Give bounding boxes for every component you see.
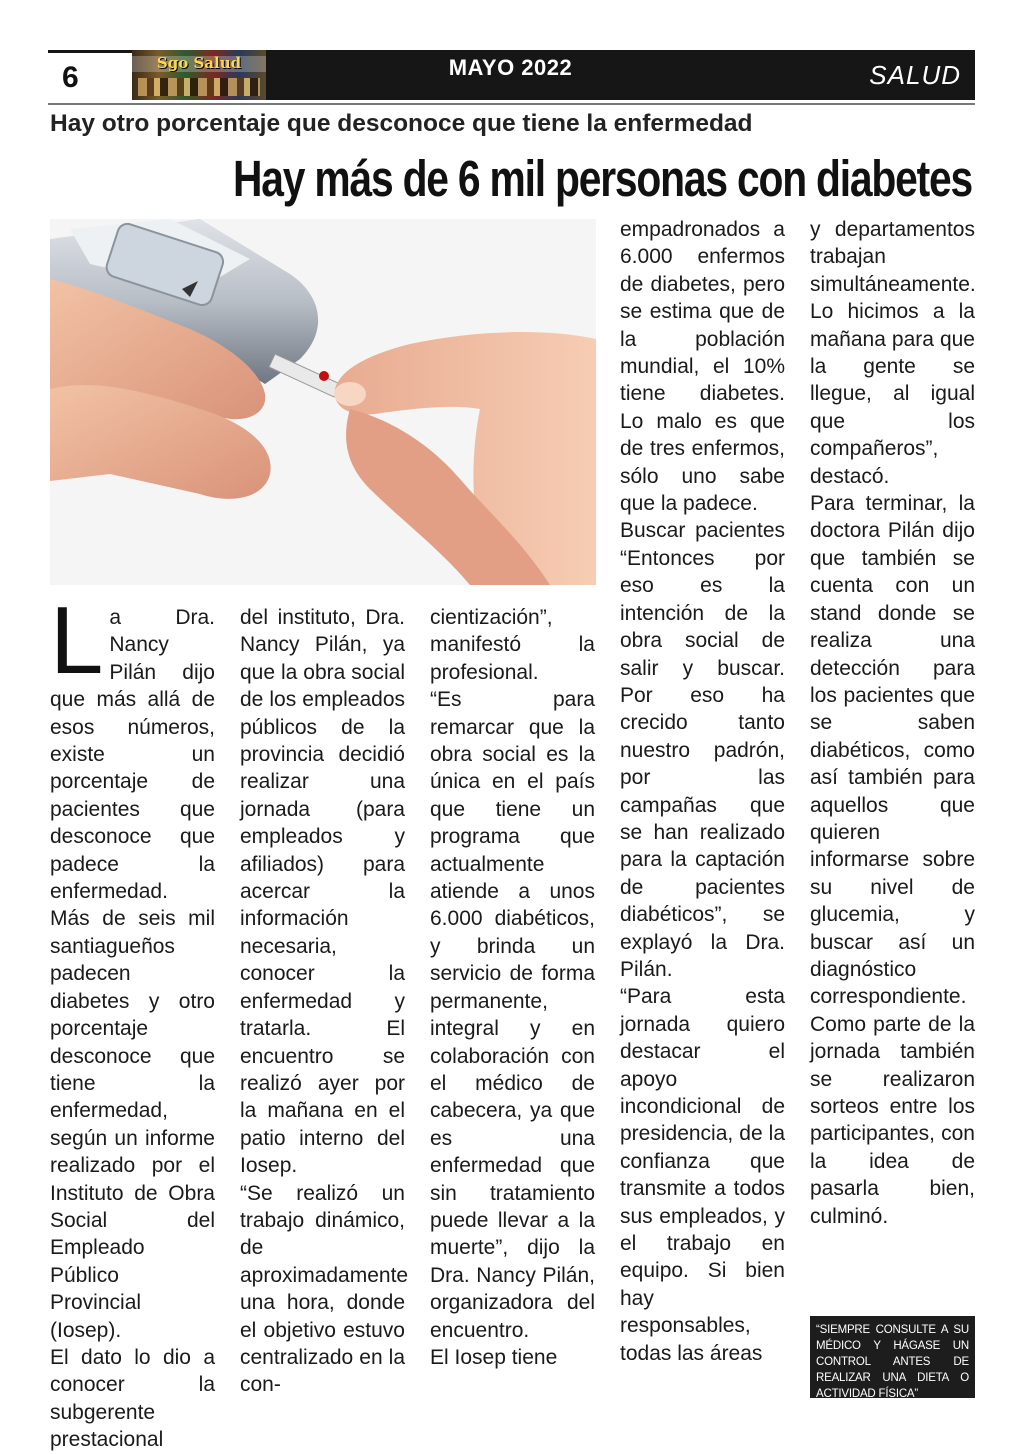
header-rule xyxy=(48,103,975,105)
paragraph: y departamentos trabajan simultáneamente. Lo hicimos a la mañana para que la gente se llegue, al igual que los compañeros”, destacó. xyxy=(810,218,976,488)
paragraph: Para terminar, la doctora Pilán dijo que también se cuenta con un stand donde se realiza una detección para los pacientes que se saben diabéticos, como así también para aquellos que quieren informarse sobre su nivel de glucemia, y buscar así un diagnóstico correspondiente. xyxy=(810,492,975,1009)
paragraph: cientización”, manifestó la profesional. xyxy=(430,606,595,684)
paragraph: Buscar pacientes “Entonces por eso es la intención de la obra social de salir y buscar. Por eso ha crecido tanto nuestro padrón, por las campañas que se han realizado para la captación de pacientes diabéticos”, se explayó la Dra. Pilán. xyxy=(620,519,785,981)
publication-logo xyxy=(132,50,266,100)
article-column-5 xyxy=(810,216,975,1230)
paragraph: “Para esta jornada quiero destacar el apoyo incondicional de presidencia, de la confianza que transmite a todos sus empleados, y el trabajo en equipo. Si bien hay responsables, todas las áreas xyxy=(620,985,785,1365)
glucose-meter-photo xyxy=(50,219,596,585)
paragraph: Como parte de la jornada también se realizaron sorteos entre los participantes, con la idea de pasarla bien, culminó. xyxy=(810,1012,975,1228)
article-column-4 xyxy=(620,216,785,1367)
lead-paragraph xyxy=(50,587,215,905)
issue-date: MAYO 2022 xyxy=(448,55,573,80)
article-column-3 xyxy=(430,604,595,1371)
health-advice-box: “SIEMPRE CONSULTE A SU MÉDICO Y HÁGASE UN CONTROL ANTES DE REALIZAR UNA DIETA O ACTIVIDAD FÍSICA” xyxy=(810,1316,975,1398)
article-column-2 xyxy=(240,604,409,1399)
article-headline: Hay más de 6 mil personas con diabetes xyxy=(233,150,972,207)
paragraph: El dato lo dio a conocer la subgerente prestacional xyxy=(50,1345,215,1452)
logo-photo-strip xyxy=(138,78,260,96)
paragraph: Más de seis mil santiagueños padecen diabetes y otro porcentaje desconoce que tiene la enfermedad, según un informe realizado por el Instituto de Obra Social del Empleado Público Provincial (Iosep). xyxy=(50,907,215,1342)
page-number: 6 xyxy=(48,50,132,100)
paragraph: “Se realizó un trabajo dinámico, de aproximadamente una hora, donde el objetivo estuvo centralizado en la con- xyxy=(240,1181,409,1397)
drop-cap: L xyxy=(50,587,104,694)
paragraph: del instituto, Dra. Nancy Pilán, ya que la obra social de los empleados públicos de la provincia decidió realizar una jornada (para empleados y afiliados) para acercar la información necesaria, conocer la enfermedad y tratarla. El encuentro se realizó ayer por la mañana en el patio interno del Iosep. xyxy=(240,606,405,1178)
article-column-1 xyxy=(50,587,215,1454)
article-photo xyxy=(50,219,596,585)
section-name: SALUD xyxy=(869,60,961,90)
logo-text: Sgo Salud xyxy=(156,54,242,72)
article-kicker: Hay otro porcentaje que desconoce que tiene la enfermedad xyxy=(50,110,753,137)
paragraph: El Iosep tiene xyxy=(430,1345,558,1369)
paragraph-text: a Dra. Nancy Pilán dijo que más allá de esos números, existe un porcentaje de pacientes que desconoce que padece la enfermedad. xyxy=(50,606,215,904)
paragraph: “Es para remarcar que la obra social es la única en el país que tiene un programa que actualmente atiende a unos 6.000 diabéticos, y brinda un servicio de forma permanente, integral y en colaboración con el médico de cabecera, ya que es una enfermedad que sin tratamiento puede llevar a la muerte”, dijo la Dra. Nancy Pilán, organizadora del encuentro. xyxy=(430,688,595,1342)
paragraph: empadronados a 6.000 enfermos de diabetes, pero se estima que de la población mundial, el 10% tiene diabetes. Lo malo es que de tres enfermos, sólo uno sabe que la padece. xyxy=(620,218,785,516)
page-header xyxy=(48,46,975,100)
